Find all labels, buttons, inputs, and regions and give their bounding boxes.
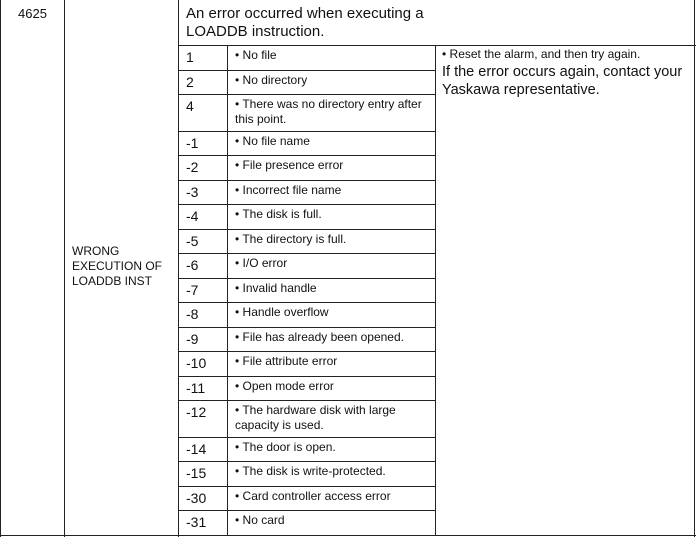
subcode-number: -6 (186, 257, 199, 273)
subcode-description: • File presence error (235, 158, 344, 172)
subcode-description: • The directory is full. (235, 232, 347, 246)
subcode-number: -14 (186, 441, 207, 457)
subcode-number: -4 (186, 208, 199, 224)
subcode-number: -15 (186, 465, 207, 481)
subcode-number: -7 (186, 282, 199, 298)
subcode-number: -9 (186, 331, 199, 347)
subcode-number: -3 (186, 184, 199, 200)
subcode-number: -1 (186, 135, 199, 151)
subcode-number: -12 (186, 404, 207, 420)
subcode-number: -2 (186, 159, 199, 175)
remedy-bullet: • Reset the alarm, and then try again. (442, 47, 641, 61)
subcode-description: • I/O error (235, 256, 288, 270)
subcode-description: • Handle overflow (235, 305, 329, 319)
subcode-description: • Invalid handle (235, 281, 317, 295)
alarm-message-line: LOADDB INST (72, 274, 153, 288)
subcode-description: • Open mode error (235, 379, 334, 393)
subcode-description: • The door is open. (235, 440, 336, 454)
remedy-text: If the error occurs again, contact your Yaskawa representative. (442, 64, 683, 98)
alarm-description: An error occurred when executing a LOADDB instruction. (186, 5, 424, 40)
subcode-number: -31 (186, 514, 207, 530)
subcode-number: -5 (186, 233, 199, 249)
subcode-description: • No card (235, 513, 285, 527)
alarm-message (72, 244, 172, 289)
subcode-number: 1 (186, 49, 194, 65)
subcode-description: • No file (235, 48, 277, 62)
subcode-description: • The disk is write-protected. (235, 464, 386, 478)
subcode-number: 4 (186, 98, 194, 114)
alarm-code: 4625 (18, 6, 47, 21)
subcode-description: • The disk is full. (235, 207, 322, 221)
subcode-number: -11 (186, 380, 206, 396)
subcode-description: • No file name (235, 134, 310, 148)
subcode-description: • No directory (235, 73, 308, 87)
subcode-description: • Card controller access error (235, 489, 391, 503)
alarm-message-line: WRONG (72, 244, 120, 258)
subcode-description: • The hardware disk with large capacity is used. (235, 403, 396, 432)
subcode-number: -10 (186, 355, 207, 371)
subcode-number: -8 (186, 306, 199, 322)
subcode-number: -30 (186, 490, 207, 506)
subcode-number: 2 (186, 74, 194, 90)
subcode-description: • File has already been opened. (235, 330, 404, 344)
alarm-message-line: EXECUTION OF (72, 259, 163, 273)
subcode-description: • File attribute error (235, 354, 338, 368)
subcode-description: • There was no directory entry after this point. (235, 97, 422, 126)
subcode-description: • Incorrect file name (235, 183, 342, 197)
